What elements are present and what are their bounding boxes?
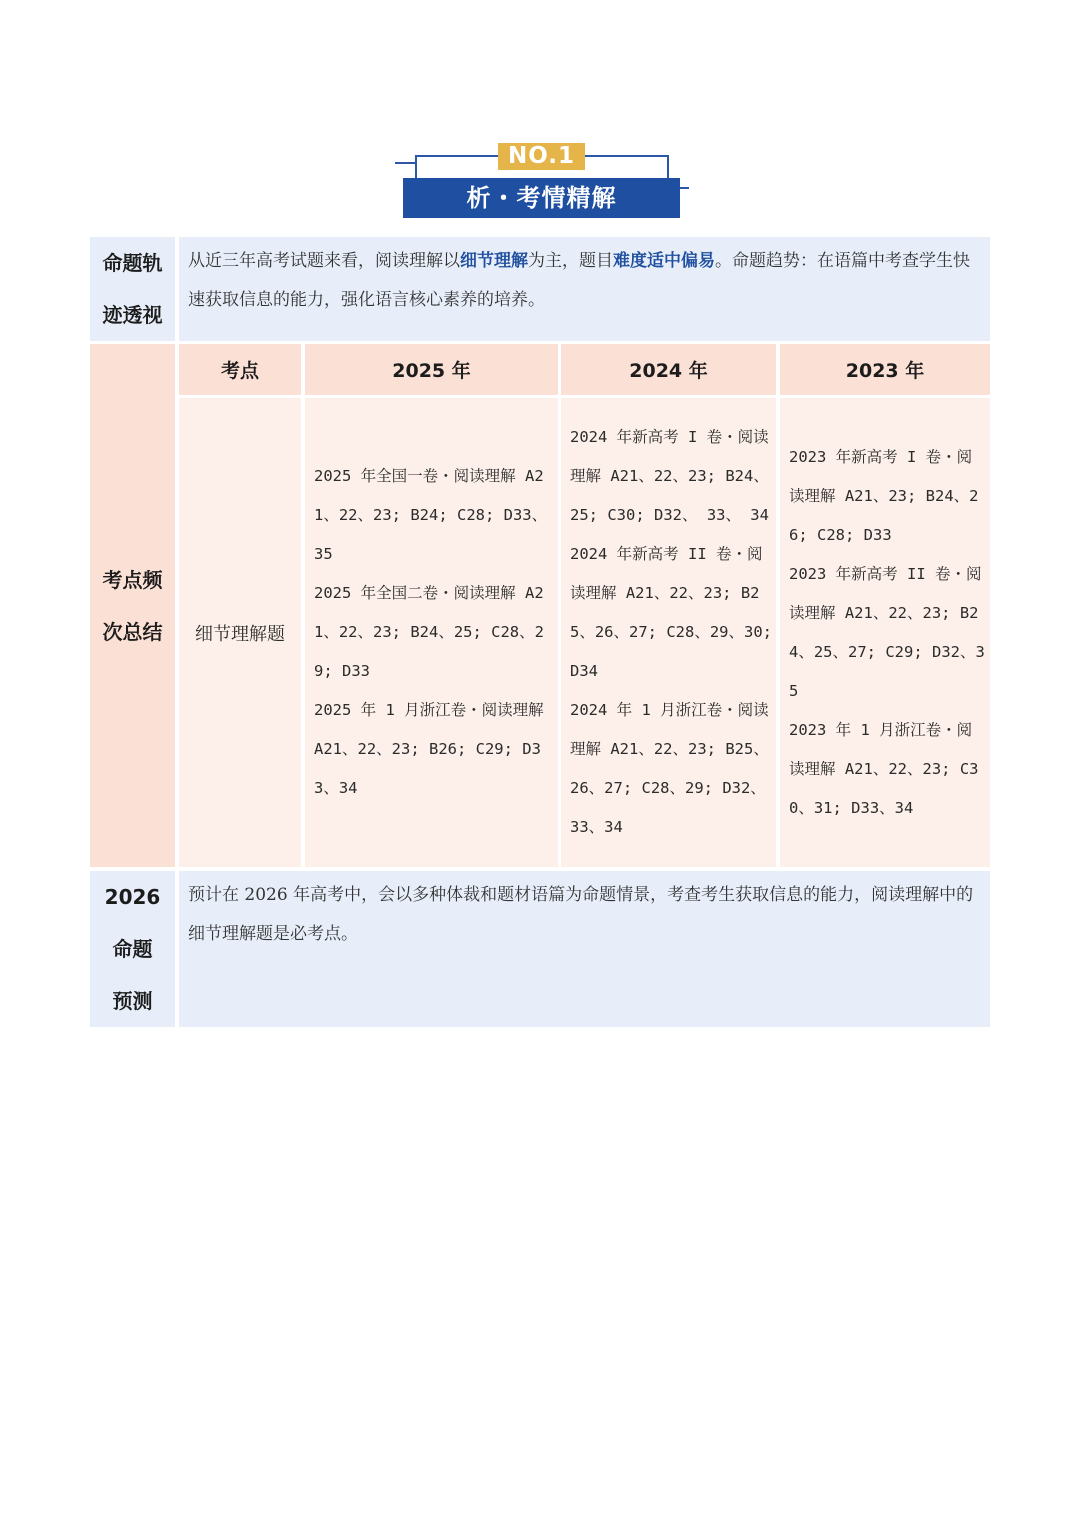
banner-frame-line: [667, 155, 669, 179]
trend-label: [90, 237, 175, 341]
col-2023: [780, 398, 990, 867]
section-title: 析・考情精解: [403, 178, 680, 218]
forecast-label: [90, 871, 175, 1027]
highlight-difficulty: 难度适中偏易: [613, 251, 715, 271]
section-banner: [395, 140, 690, 222]
highlight-detail: 细节理解: [460, 251, 528, 271]
col-2024: [561, 398, 776, 867]
summary-label-line: 次总结: [102, 619, 163, 644]
trend-text: 从近三年高考试题来看，阅读理解以细节理解为主，题目难度适中偏易。命题趋势：在语篇中考查学生快速获取信息的能力，强化语言核心素养的培养。: [179, 237, 990, 341]
summary-label: [90, 344, 175, 867]
header-2025: 2025 年: [305, 344, 558, 395]
header-2024: 2024 年: [561, 344, 776, 395]
header-topic: 考点: [179, 344, 301, 395]
trend-label-line: 迹透视: [102, 303, 163, 327]
header-2023: 2023 年: [780, 344, 990, 395]
exam-entry: 2024 年新高考 II 卷・阅读理解 A21、22、23; B25、26、27; C28、29、30; D34: [570, 545, 772, 680]
summary-label-line: 考点频: [102, 567, 163, 592]
exam-entry: 2024 年新高考 I 卷・阅读理解 A21、22、23; B24、25; C30; D32、 33、 34: [570, 428, 769, 524]
trend-label-line: 命题轨: [102, 251, 163, 275]
exam-entry: 2023 年新高考 I 卷・阅读理解 A21、23; B24、26; C28; D33: [789, 447, 979, 544]
forecast-label-line: 2026: [104, 885, 161, 909]
exam-entry: 2023 年新高考 II 卷・阅读理解 A21、22、23; B24、25、27; C29; D32、35: [789, 564, 985, 700]
exam-entry: 2023 年 1 月浙江卷・阅读理解 A21、22、23; C30、31; D33、34: [789, 720, 979, 817]
forecast-label-line: 预测: [112, 989, 153, 1013]
col-2025: [305, 398, 558, 867]
forecast-label-line: 命题: [112, 937, 153, 961]
topic-cell: 细节理解题: [179, 398, 301, 867]
section-number-badge: NO.1: [498, 143, 585, 170]
banner-frame-line: [415, 155, 417, 178]
exam-entry: 2025 年 1 月浙江卷・阅读理解 A21、22、23; B26; C29; D33、34: [314, 701, 544, 797]
exam-entry: 2024 年 1 月浙江卷・阅读理解 A21、22、23; B25、26、27; C28、29; D32、33、34: [570, 701, 769, 836]
exam-entry: 2025 年全国一卷・阅读理解 A21、22、23; B24; C28; D33、35: [314, 467, 548, 563]
exam-entry: 2025 年全国二卷・阅读理解 A21、22、23; B24、25; C28、29; D33: [314, 584, 544, 680]
forecast-text: 预计在 2026 年高考中，会以多种体裁和题材语篇为命题情景，考查考生获取信息的能力，阅读理解中的细节理解题是必考点。: [179, 871, 990, 1027]
banner-frame-line: [395, 162, 417, 164]
